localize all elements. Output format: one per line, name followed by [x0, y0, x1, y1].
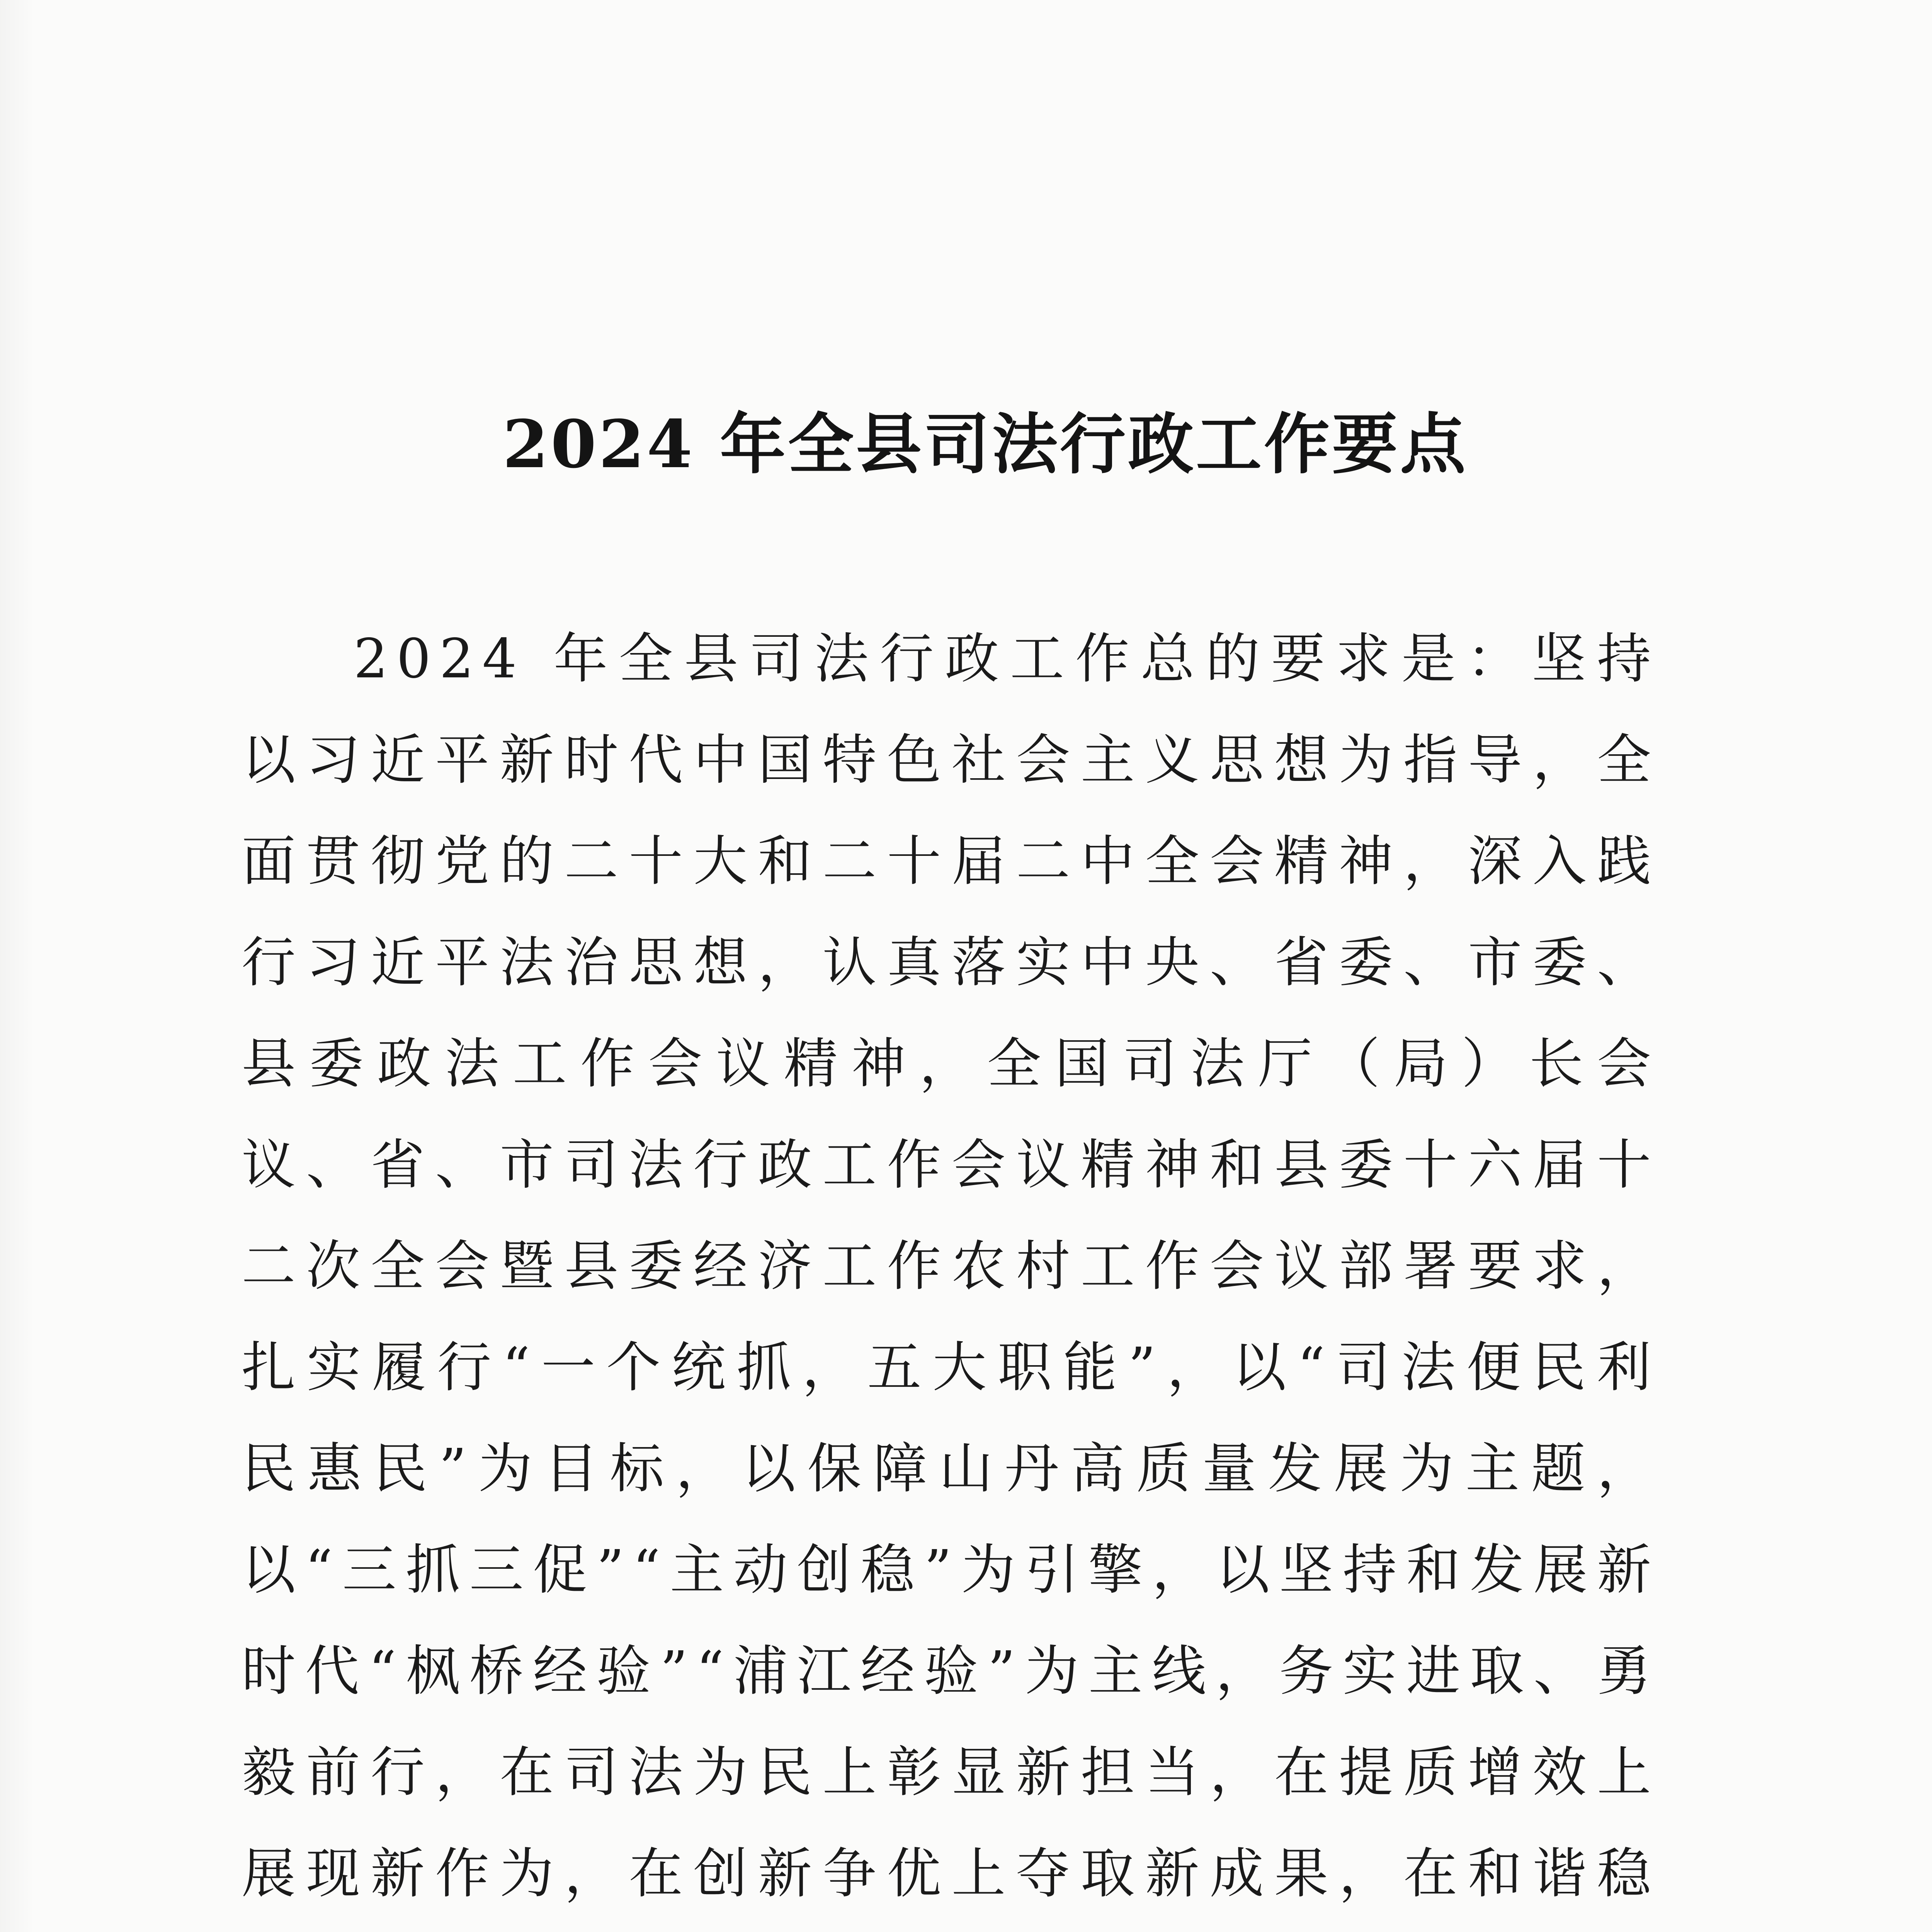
document-title: 2024 年全县司法行政工作要点 [502, 406, 1468, 483]
page-edge-shadow [0, 0, 35, 1932]
intro-paragraph: 2024 年全县司法行政工作总的要求是：坚持以习近平新时代中国特色社会主义思想为指导，全面贯彻党的二十大和二十届二中全会精神，深入践行习近平法治思想，认真落实中央、省委、市委、县委政法工作会议精神，全国司法厅（局）长会议、省、市司法行政工作会议精神和县委十六届十二次全会暨县委经济工作农村工作会议部署要求，扎实履行“一个统抓，五大职能”，以“司法便民利民惠民”为目标，以保障山丹高质量发展为主题，以“三抓三促”“主动创稳”为引擎，以坚持和发展新时代“枫桥经验”“浦江经验”为主线，务实进取、勇毅前行，在司法为民上彰显新担当，在提质增效上展现新作为，在创新争优上夺取新成果，在和谐稳 [242, 628, 1660, 1905]
